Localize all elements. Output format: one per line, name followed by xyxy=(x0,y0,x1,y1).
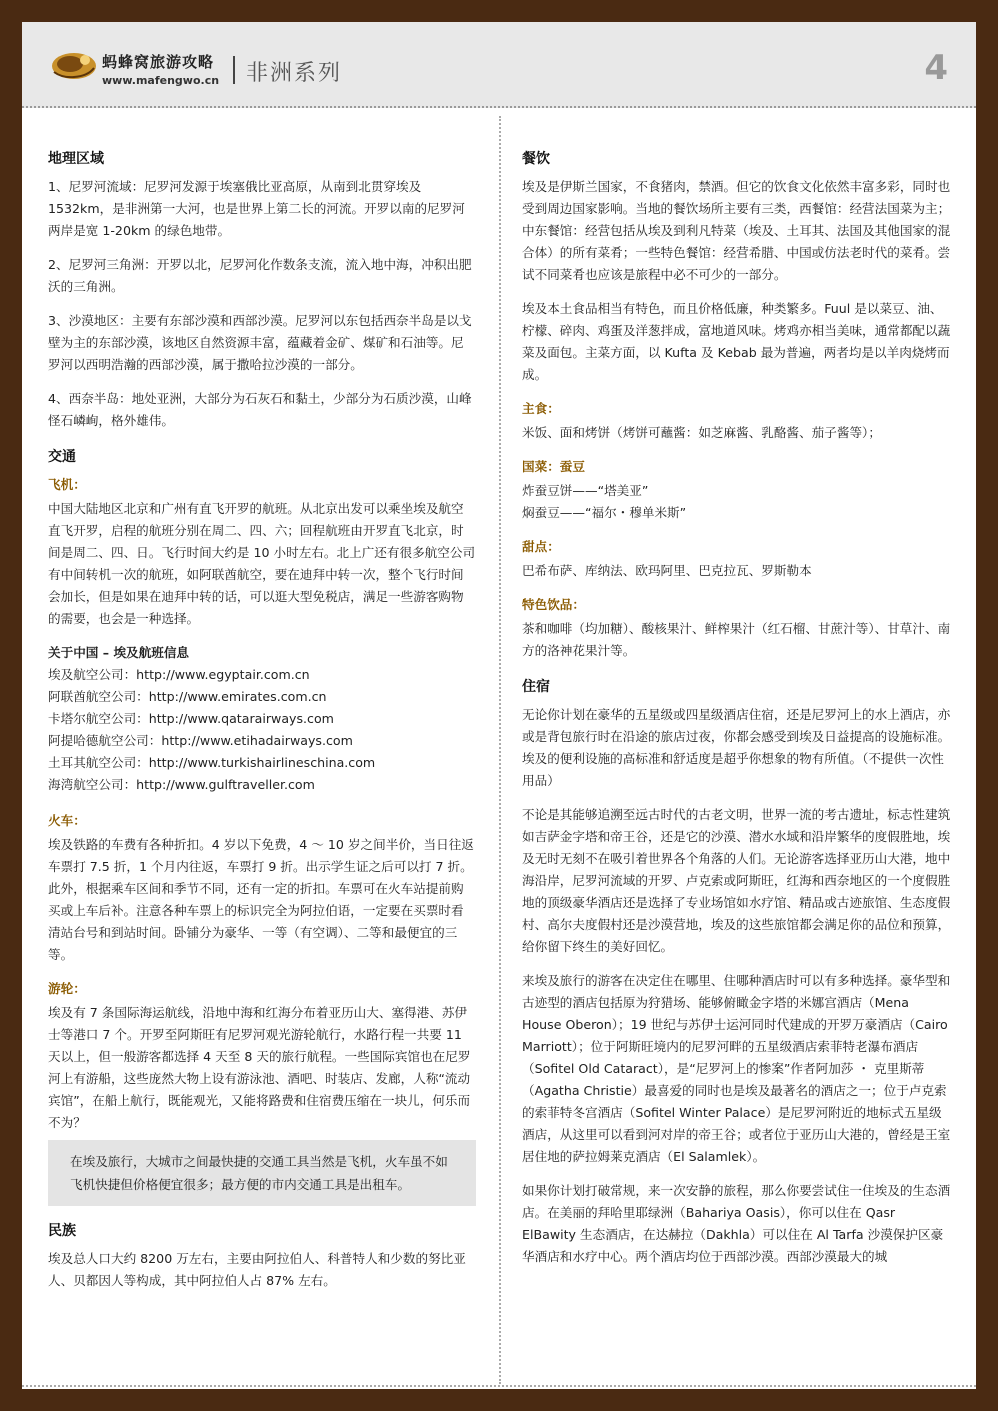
section-title-geography: 地理区域 xyxy=(48,151,104,167)
people-paragraph: 埃及总人口大约 8200 万左右，主要由阿拉伯人、科普特人和少数的努比亚人、贝都因人等构成，其中阿拉伯人占 87% 左右。 xyxy=(48,1251,466,1288)
ship-paragraph: 埃及有 7 条国际海运航线，沿地中海和红海分布着亚历山大、塞得港、苏伊士等港口 7 个。开罗至阿斯旺有尼罗河观光游轮航行，水路行程一共要 11 天以上，但一般游客都选择 4 天至 8 天的旅行航程。一些国际宾馆也在尼罗河上有游船，这些庞然大物上设有游泳池、酒吧、时装店、发廊，人称“流动宾馆”，在船上航行，既能观光，又能将路费和住宿费压缩在一块儿，何乐而不为？ xyxy=(48,1005,471,1130)
transport-tip-box: 在埃及旅行，大城市之间最快捷的交通工具当然是飞机，火车虽不如飞机快捷但价格便宜很多；最方便的市内交通工具是出租车。 xyxy=(48,1140,476,1206)
geo-paragraph-1: 1、尼罗河流域：尼罗河发源于埃塞俄比亚高原，从南到北贯穿埃及1532km，是非洲第一大河，也是世界上第二长的河流。开罗以南的尼罗河两岸是宽 1-20km 的绿色地带。 xyxy=(48,179,465,238)
brand-name: 蚂蜂窝旅游攻略 xyxy=(102,53,215,71)
geo-paragraph-3: 3、沙漠地区：主要有东部沙漠和西部沙漠。尼罗河以东包括西奈半岛是以戈壁为主的东部沙漠，该地区自然资源丰富，蕴藏着金矿、煤矿和石油等。尼罗河以西明浩瀚的西部沙漠，属于撒哈拉沙漠的一部分。 xyxy=(48,313,472,372)
left-column xyxy=(48,142,476,1304)
airline-item[interactable]: 海湾航空公司：http://www.gulftraveller.com xyxy=(48,777,315,792)
brand-url[interactable]: www.mafengwo.cn xyxy=(102,74,220,87)
subheading-train: 火车： xyxy=(48,813,86,828)
train-paragraph: 埃及铁路的车费有各种折扣。4 岁以下免费，4 ～ 10 岁之间半价，当日往返车票打 7.5 折，1 个月内往返，车票打 9 折。出示学生证之后可以打 7 折。此外，根据乘车区间和季节不同，还有一定的折扣。车票可在火车站提前购买或上车后补。注意各种车票上的标识完全为阿拉伯语，一定要在买票时看清站台号和到站时间。卧铺分为豪华、一等（有空调）、二等和最便宜的三等。 xyxy=(48,837,474,962)
series-title: 非洲系列 xyxy=(246,61,343,86)
header xyxy=(22,22,976,108)
flight-info-title: 关于中国 – 埃及航班信息 xyxy=(48,645,190,660)
food-paragraph-2: 埃及本土食品相当有特色，而且价格低廉，种类繁多。Fuul 是以菜豆、油、柠檬、碎肉、鸡蛋及洋葱拌成，富地道风味。烤鸡亦相当美味，通常都配以蔬菜及面包。主菜方面，以 Kufta 及 Kebab 最为普遍，两者均是以羊肉烧烤而成。 xyxy=(522,301,951,382)
footer-rule xyxy=(22,1385,976,1389)
food-paragraph-1: 埃及是伊斯兰国家，不食猪肉，禁酒。但它的饮食文化依然丰富多彩，同时也受到周边国家影响。当地的餐饮场所主要有三类，西餐馆：经营法国菜为主；中东餐馆：经营包括从埃及到利凡特菜（埃及、土耳其、法国及其他国家的混合体）的所有菜肴；一些特色餐馆：经营希腊、中国或仿法老时代的菜肴。尝试不同菜肴也应该是旅程中必不可少的一部分。 xyxy=(522,179,951,282)
airline-item[interactable]: 卡塔尔航空公司：http://www.qatarairways.com xyxy=(48,711,334,726)
airline-list xyxy=(48,664,476,796)
airline-item[interactable]: 土耳其航空公司：http://www.turkishairlineschina.com xyxy=(48,755,376,770)
mafengwo-logo-icon xyxy=(48,48,98,82)
subheading-drinks: 特色饮品： xyxy=(522,597,585,612)
airline-item[interactable]: 埃及航空公司：http://www.egyptair.com.cn xyxy=(48,667,310,682)
right-column xyxy=(522,142,952,1280)
airline-item[interactable]: 阿联酋航空公司：http://www.emirates.com.cn xyxy=(48,689,327,704)
geo-paragraph-4: 4、西奈半岛：地处亚洲，大部分为石灰石和黏土，少部分为石质沙漠，山峰怪石嶙峋，格外雄伟。 xyxy=(48,391,472,428)
stay-paragraph-4: 如果你计划打破常规，来一次安静的旅程，那么你要尝试住一住埃及的生态酒店。在美丽的拜哈里耶绿洲（Bahariya Oasis），你可以住在 Qasr ElBawity 生态酒店，在达赫拉（Dakhla）可以住在 Al Tarfa 沙漠保护区豪华酒店和水疗中心。两个酒店均位于西部沙漠。西部沙漠最大的城 xyxy=(522,1183,951,1264)
subheading-staple: 主食： xyxy=(522,401,560,416)
national-dish-item: 焖蚕豆——“福尔・穆单米斯” xyxy=(522,505,687,520)
national-dish-list xyxy=(522,480,952,524)
page-number: 4 xyxy=(924,48,948,88)
national-dish-item: 炸蚕豆饼——“塔美亚” xyxy=(522,483,649,498)
column-divider xyxy=(499,116,501,1384)
header-divider xyxy=(233,56,235,84)
subheading-national-dish: 国菜：蚕豆 xyxy=(522,459,585,474)
section-title-food: 餐饮 xyxy=(522,151,550,167)
staple-paragraph: 米饭、面和烤饼（烤饼可蘸酱：如芝麻酱、乳酪酱、茄子酱等）； xyxy=(522,425,881,440)
section-title-transport: 交通 xyxy=(48,449,76,465)
subheading-dessert: 甜点： xyxy=(522,539,560,554)
plane-paragraph: 中国大陆地区北京和广州有直飞开罗的航班。从北京出发可以乘坐埃及航空直飞开罗，启程的航班分别在周二、四、六；回程航班由开罗直飞北京，时间是周二、四、日。飞行时间大约是 10 小时左右。北上广还有很多航空公司有中间转机一次的航班，如阿联酋航空，要在迪拜中转一次，整个飞行时间会加长，但是如果在迪拜中转的话，可以逛大型免税店，满足一些游客购物的需要，也会是一种选择。 xyxy=(48,501,476,626)
stay-paragraph-3: 来埃及旅行的游客在决定住在哪里、住哪种酒店时可以有多种选择。豪华型和古迹型的酒店包括原为狩猎场、能够俯瞰金字塔的米娜宫酒店（Mena House Oberon）；19 世纪与苏伊士运河同时代建成的开罗万豪酒店（Cairo Marriott）；位于阿斯旺境内的尼罗河畔的五星级酒店索菲特老瀑布酒店（Sofitel Old Cataract），是“尼罗河上的惨案”作者阿加莎 ・ 克里斯蒂（Agatha Christie）最喜爱的同时也是埃及最著名的酒店之一；位于卢克索的索菲特冬宫酒店（Sofitel Winter Palace）是尼罗河附近的地标式五星级酒店，从这里可以看到河对岸的帝王谷；或者位于亚历山大港的，曾经是王室居住地的萨拉姆莱克酒店（El Salamlek）。 xyxy=(522,973,951,1164)
page xyxy=(22,22,976,1389)
section-title-accommodation: 住宿 xyxy=(522,679,550,695)
subheading-plane: 飞机： xyxy=(48,477,86,492)
drinks-paragraph: 茶和咖啡（均加糖）、酸核果汁、鲜榨果汁（红石榴、甘蔗汁等）、甘草汁、南方的洛神花果汁等。 xyxy=(522,621,951,658)
stay-paragraph-2: 不论是其能够追溯至远古时代的古老文明，世界一流的考古遗址，标志性建筑如吉萨金字塔和帝王谷，还是它的沙漠、潜水水域和沿岸繁华的度假胜地，埃及无时无刻不在吸引着世界各个角落的人们。无论游客选择亚历山大港，地中海沿岸，尼罗河流域的开罗、卢克索或阿斯旺，红海和西奈地区的一个度假胜地的顶级豪华酒店还是选择了专业场馆如水疗馆、精品或古迹旅馆、生态度假村、高尔夫度假村还是沙漠营地，埃及的这些旅馆都会满足你的品位和预算，给你留下终生的美好回忆。 xyxy=(522,807,951,954)
geo-paragraph-2: 2、尼罗河三角洲：开罗以北，尼罗河化作数条支流，流入地中海，冲积出肥沃的三角洲。 xyxy=(48,257,472,294)
section-title-people: 民族 xyxy=(48,1223,76,1239)
airline-item[interactable]: 阿提哈德航空公司：http://www.etihadairways.com xyxy=(48,733,353,748)
subheading-ship: 游轮： xyxy=(48,981,86,996)
dessert-paragraph: 巴希布萨、库纳法、欧玛阿里、巴克拉瓦、罗斯勒本 xyxy=(522,563,812,578)
stay-paragraph-1: 无论你计划在豪华的五星级或四星级酒店住宿，还是尼罗河上的水上酒店，亦或是背包旅行时在沿途的旅店过夜，你都会感受到埃及日益提高的设施标准。埃及的便利设施的高标准和舒适度是超乎你想象的物有所值。（不提供一次性用品） xyxy=(522,707,951,788)
